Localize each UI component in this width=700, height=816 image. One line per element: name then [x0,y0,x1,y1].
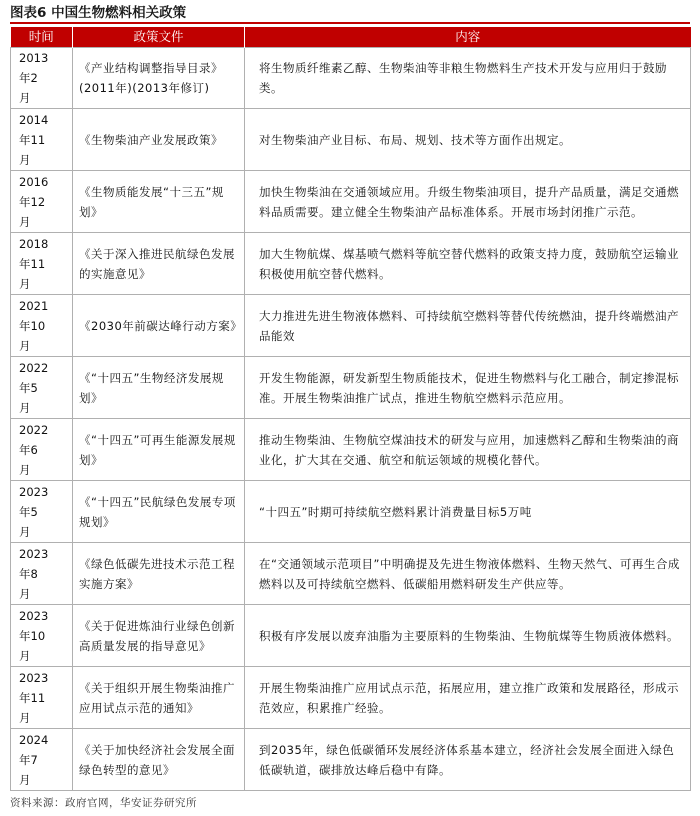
time-month-unit: 月 [19,462,31,477]
time-year: 2013 [19,51,49,65]
time-month-unit: 月 [19,152,31,167]
cell-policy-content: “十四五”时期可持续航空燃料累计消费量目标5万吨 [245,481,691,543]
header-document: 政策文件 [73,27,245,48]
time-year: 2014 [19,112,49,127]
time-year: 2023 [19,484,49,499]
time-year: 2023 [19,670,49,685]
time-year: 2024 [19,732,49,747]
cell-time [11,481,73,543]
table-row [11,667,691,729]
title-rule [10,22,690,24]
table-row [11,233,691,295]
time-year: 2018 [19,236,49,251]
time-year: 2021 [19,298,49,313]
table-row [11,171,691,233]
cell-policy-content: 大力推进先进生物液体燃料、可持续航空燃料等替代传统燃油，提升终端燃油产品能效 [245,295,691,357]
time-month-unit: 月 [19,586,31,601]
cell-policy-document: 《关于促进炼油行业绿色创新高质量发展的指导意见》 [73,605,245,667]
time-month: 年11 [19,690,46,705]
cell-time [11,543,73,605]
cell-time [11,233,73,295]
cell-policy-content: 在“交通领域示范项目”中明确提及先进生物液体燃料、生物天然气、可再生合成燃料以及可持续航空燃料、低碳船用燃料研发生产供应等。 [245,543,691,605]
time-month-unit: 月 [19,648,31,663]
cell-time [11,605,73,667]
table-row [11,109,691,171]
time-month-unit: 月 [19,276,31,291]
time-month: 年7 [19,752,38,767]
cell-policy-content: 到2035年，绿色低碳循环发展经济体系基本建立，经济社会发展全面进入绿色低碳轨道，碳排放达峰后稳中有降。 [245,729,691,791]
time-month: 年10 [19,318,46,333]
time-month-unit: 月 [19,400,31,415]
cell-policy-content: 开展生物柴油推广应用试点示范，拓展应用，建立推广政策和发展路径，形成示范效应，积累推广经验。 [245,667,691,729]
cell-policy-document: 《产业结构调整指导目录》(2011年)(2013年修订) [73,48,245,109]
cell-policy-document: 《关于组织开展生物柴油推广应用试点示范的通知》 [73,667,245,729]
cell-time [11,295,73,357]
cell-policy-document: 《关于加快经济社会发展全面绿色转型的意见》 [73,729,245,791]
cell-policy-content: 开发生物能源，研发新型生物质能技术，促进生物燃料与化工融合，制定掺混标准。开展生物柴油推广试点，推进生物航空燃料示范应用。 [245,357,691,419]
table-row [11,481,691,543]
time-month-unit: 月 [19,710,31,725]
time-month: 年5 [19,504,38,519]
cell-policy-document: 《生物质能发展“十三五”规划》 [73,171,245,233]
time-month: 年11 [19,256,46,271]
time-year: 2016 [19,174,49,189]
header-time: 时间 [11,27,73,48]
cell-policy-document: 《“十四五”生物经济发展规划》 [73,357,245,419]
cell-policy-document: 《生物柴油产业发展政策》 [73,109,245,171]
table-row [11,605,691,667]
table-row [11,48,691,109]
cell-policy-content: 加大生物航煤、煤基喷气燃料等航空替代燃料的政策支持力度，鼓励航空运输业积极使用航空替代燃料。 [245,233,691,295]
table-header-row [11,27,691,48]
time-year: 2023 [19,608,49,623]
time-month-unit: 月 [19,772,31,787]
time-month: 年12 [19,194,46,209]
cell-policy-content: 对生物柴油产业目标、布局、规划、技术等方面作出规定。 [245,109,691,171]
time-month: 年11 [19,132,46,147]
table-body [11,48,691,791]
time-year: 2023 [19,546,49,561]
table-row [11,419,691,481]
time-month: 年8 [19,566,38,581]
source-note: 资料来源：政府官网，华安证券研究所 [10,797,197,809]
cell-policy-content: 加快生物柴油在交通领域应用。升级生物柴油项目，提升产品质量，满足交通燃料品质需要。建立健全生物柴油产品标准体系。开展市场封闭推广示范。 [245,171,691,233]
time-month: 年5 [19,380,38,395]
table-row [11,357,691,419]
cell-time [11,729,73,791]
cell-time [11,357,73,419]
table-row [11,295,691,357]
time-month: 年10 [19,628,46,643]
time-month: 年6 [19,442,38,457]
table-row [11,543,691,605]
time-month-unit: 月 [19,214,31,229]
time-month-unit: 月 [19,91,31,105]
cell-policy-document: 《“十四五”可再生能源发展规划》 [73,419,245,481]
cell-time [11,109,73,171]
time-month: 年2 [19,71,38,85]
cell-policy-content: 积极有序发展以废弃油脂为主要原料的生物柴油、生物航煤等生物质液体燃料。 [245,605,691,667]
time-year: 2022 [19,422,49,437]
cell-policy-content: 推动生物柴油、生物航空煤油技术的研发与应用，加速燃料乙醇和生物柴油的商业化，扩大其在交通、航空和航运领域的规模化替代。 [245,419,691,481]
table-row [11,729,691,791]
time-month-unit: 月 [19,338,31,353]
cell-time [11,667,73,729]
cell-time [11,419,73,481]
cell-time [11,48,73,109]
cell-policy-document: 《关于深入推进民航绿色发展的实施意见》 [73,233,245,295]
figure-title: 图表6 中国生物燃料相关政策 [10,5,187,21]
cell-time [11,171,73,233]
cell-policy-document: 《“十四五”民航绿色发展专项规划》 [73,481,245,543]
cell-policy-document: 《绿色低碳先进技术示范工程实施方案》 [73,543,245,605]
time-year: 2022 [19,360,49,375]
cell-policy-document: 《2030年前碳达峰行动方案》 [73,295,245,357]
cell-policy-content: 将生物质纤维素乙醇、生物柴油等非粮生物燃料生产技术开发与应用归于鼓励类。 [245,48,691,109]
policy-table [10,27,691,791]
header-content: 内容 [245,27,691,48]
time-month-unit: 月 [19,524,31,539]
